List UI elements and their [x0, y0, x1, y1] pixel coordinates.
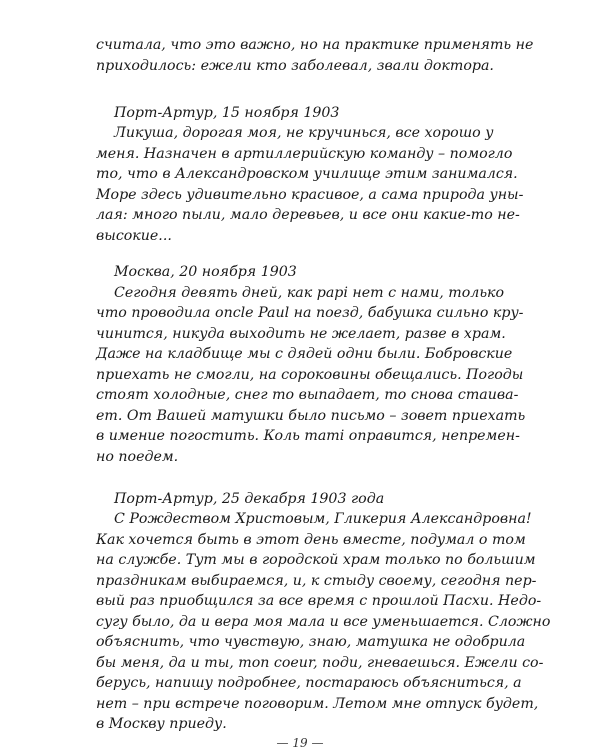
intro-line: считала, что это важно, но на практике применять не — [96, 37, 534, 53]
letter-line: чинится, никуда выходить не желает, разве в храм. — [96, 326, 506, 342]
letter-line: берусь, напишу подробнее, постараюсь объясниться, а — [96, 675, 522, 691]
letter-line: Ликуша, дорогая моя, не кручинься, все хорошо у — [114, 125, 494, 141]
letter-line: то, что в Александровском училище этим занимался. — [96, 166, 518, 182]
letter-line: высокие... — [96, 228, 172, 244]
letter-line: на службе. Тут мы в городской храм только по большим — [96, 552, 536, 568]
letter-line: Даже на кладбище мы с дядей одни были. Бобровские — [96, 346, 513, 362]
letter-heading: Москва, 20 ноября 1903 — [114, 264, 297, 280]
letter-line: что проводила oncle Paul на поезд, бабушка сильно кру- — [96, 305, 524, 321]
letter-line: меня. Назначен в артиллерийскую команду – помогло — [96, 146, 513, 162]
letter-line: бы меня, да и ты, mon coeur, поди, гневаешься. Ежели со- — [96, 655, 544, 671]
letter-heading: Порт-Артур, 15 ноября 1903 — [114, 105, 340, 121]
letter-line: С Рождеством Христовым, Гликерия Александровна! — [114, 511, 532, 527]
letter-line: Море здесь удивительно красивое, а сама природа уны- — [96, 187, 524, 203]
letter-line: Сегодня девять дней, как papi нет с нами, только — [114, 285, 505, 301]
page-number: — 19 — — [276, 736, 324, 750]
letter-line: Как хочется быть в этот день вместе, подумал о том — [96, 532, 526, 548]
intro-line: приходилось: ежели кто заболевал, звали доктора. — [96, 58, 494, 74]
letter-line: праздникам выбираемся, и, к стыду своему, сегодня пер- — [96, 573, 537, 589]
letter-line: нет – при встрече поговорим. Летом мне отпуск будет, — [96, 696, 539, 712]
letter-line: сугу было, да и вера моя мала и все уменьшается. Сложно — [96, 614, 551, 630]
letter-line: лая: много пыли, мало деревьев, и все они какие-то не- — [96, 207, 520, 223]
letter-line: но поедем. — [96, 449, 179, 465]
letter-line: в имение погостить. Коль mami оправится, непремен- — [96, 428, 520, 444]
letter-line: приехать не смогли, на сороковины обещались. Погоды — [96, 367, 524, 383]
letter-line: стоят холодные, снег то выпадает, то снова стаива- — [96, 387, 519, 403]
letter-heading: Порт-Артур, 25 декабря 1903 года — [114, 491, 385, 507]
letter-line: ет. От Вашей матушки было письмо – зовет приехать — [96, 408, 526, 424]
letter-line: вый раз приобщился за все время с прошлой Пасхи. Недо- — [96, 593, 542, 609]
letter-line: в Москву приеду. — [96, 716, 227, 732]
letter-line: объяснить, что чувствую, знаю, матушка не одобрила — [96, 634, 526, 650]
